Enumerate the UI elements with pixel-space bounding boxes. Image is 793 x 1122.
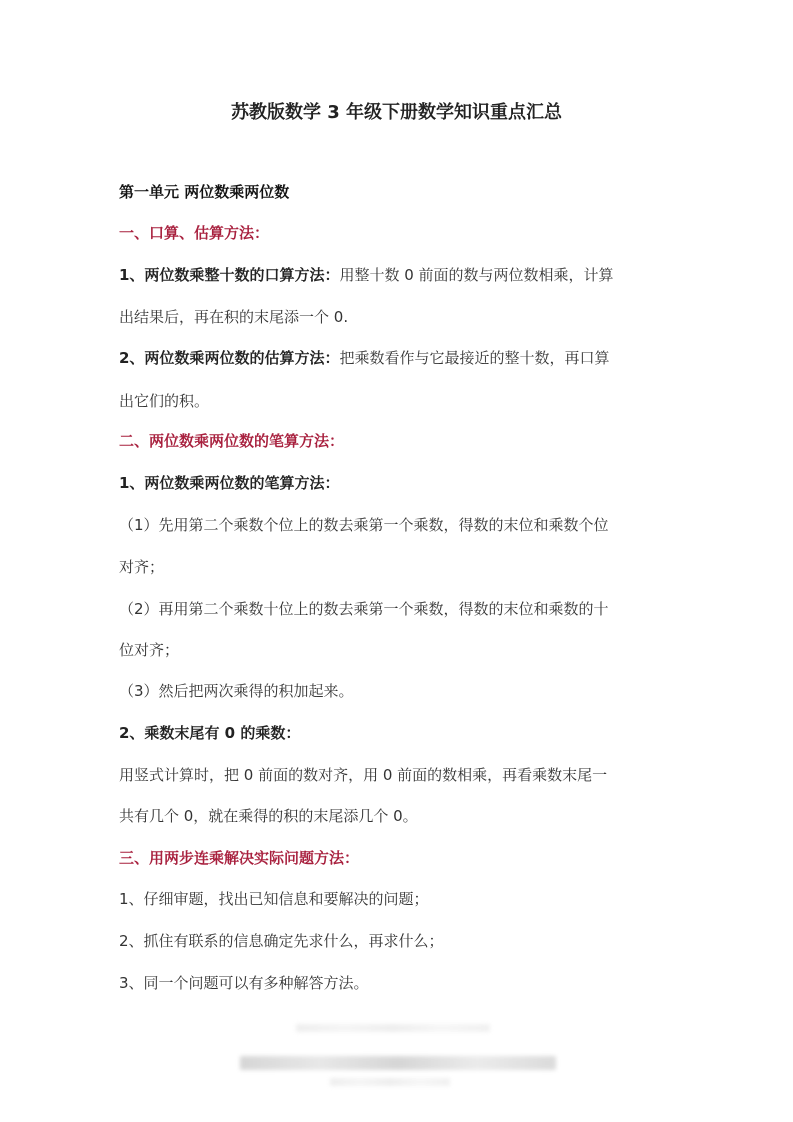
section3-item3: 3、同一个问题可以有多种解答方法。 (119, 974, 369, 992)
section1-item1-line1 (119, 263, 679, 287)
section2-step3: （3）然后把两次乘得的积加起来。 (119, 682, 354, 700)
section1-item2-text-a: 把乘数看作与它最接近的整十数，再口算 (339, 349, 610, 367)
section2-step1-b: 对齐； (119, 558, 165, 576)
blurred-watermark (240, 1056, 556, 1070)
section2-item2-label: 2、乘数末尾有 0 的乘数： (119, 724, 301, 742)
section2-step1-a: （1）先用第二个乘数个位上的数去乘第一个乘数，得数的末位和乘数个位 (119, 516, 609, 534)
section2-item1-label: 1、两位数乘两位数的笔算方法： (119, 474, 340, 492)
section3-heading: 三、用两步连乘解决实际问题方法： (119, 849, 360, 867)
section1-item1-text-b: 出结果后，再在积的末尾添一个 0. (119, 308, 349, 326)
section3-item1: 1、仔细审题，找出已知信息和要解决的问题； (119, 890, 429, 908)
blurred-watermark-faint (296, 1024, 490, 1032)
section2-item2-text-b: 共有几个 0，就在乘得的积的末尾添几个 0。 (119, 807, 418, 825)
section1-item1-text-a: 用整十数 0 前面的数与两位数相乘，计算 (339, 266, 614, 284)
section2-heading: 二、两位数乘两位数的笔算方法： (119, 432, 345, 450)
section3-item2: 2、抓住有联系的信息确定先求什么，再求什么； (119, 932, 444, 950)
section1-item2-line1 (119, 346, 679, 370)
section2-item2-text-a: 用竖式计算时，把 0 前面的数对齐，用 0 前面的数相乘，再看乘数末尾一 (119, 766, 608, 784)
section1-item1-label: 1、两位数乘整十数的口算方法： (119, 266, 340, 284)
section2-step2-a: （2）再用第二个乘数十位上的数去乘第一个乘数，得数的末位和乘数的十 (119, 600, 609, 618)
section1-item2-label: 2、两位数乘两位数的估算方法： (119, 349, 340, 367)
section2-step2-b: 位对齐； (119, 641, 180, 659)
section1-heading: 一、口算、估算方法： (119, 224, 270, 242)
blurred-watermark-faint-2 (330, 1078, 450, 1086)
unit-heading: 第一单元 两位数乘两位数 (119, 183, 290, 201)
section1-item2-text-b: 出它们的积。 (119, 392, 210, 410)
document-title: 苏教版数学 3 年级下册数学知识重点汇总 (230, 102, 563, 123)
